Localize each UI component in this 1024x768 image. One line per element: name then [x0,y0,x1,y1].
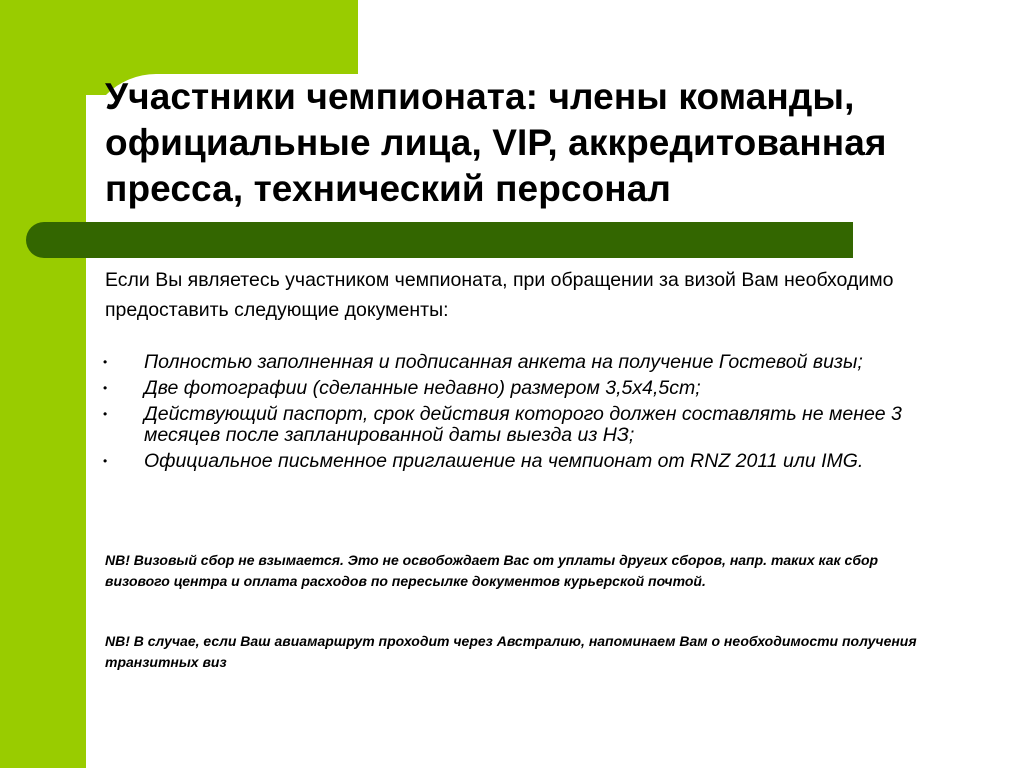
list-item [100,404,960,446]
transit-visa-note: NB! В случае, если Ваш авиамаршрут проходит через Австралию, напоминаем Вам о необходимости получения транзитных виз [105,633,917,670]
left-accent-band [0,0,86,768]
documents-list [100,348,960,477]
list-item [100,451,960,472]
visa-fee-note: NB! Визовый сбор не взымается. Это не освобождает Вас от уплаты других сборов, напр. таких как сбор визового центра и оплата расходов по пересылке документов курьерской почтой. [105,552,879,589]
intro-text: Если Вы являетесь участником чемпионата, при обращении за визой Вам необходимо предоставить следующие документы: [105,269,894,321]
list-item-text: Две фотографии (сделанные недавно) размером 3,5х4,5cm; [144,377,701,399]
title-divider-bar [26,222,853,258]
list-item-text: Официальное письменное приглашение на чемпионат от RNZ 2011 или IMG. [144,450,864,472]
bullet-icon: • [103,355,108,369]
bullet-icon: • [103,407,108,421]
list-item-text: Полностью заполненная и подписанная анкета на получение Гостевой визы; [144,351,863,373]
slide-title: Участники чемпионата: члены команды, официальные лица, VIP, аккредитованная пресса, технический персонал [105,76,887,209]
list-item [100,352,960,373]
list-item [100,378,960,399]
bullet-icon: • [103,454,108,468]
bullet-icon: • [103,381,108,395]
list-item-text: Действующий паспорт, срок действия которого должен составлять не менее 3 месяцев после запланированной даты выезда из НЗ; [144,403,902,446]
